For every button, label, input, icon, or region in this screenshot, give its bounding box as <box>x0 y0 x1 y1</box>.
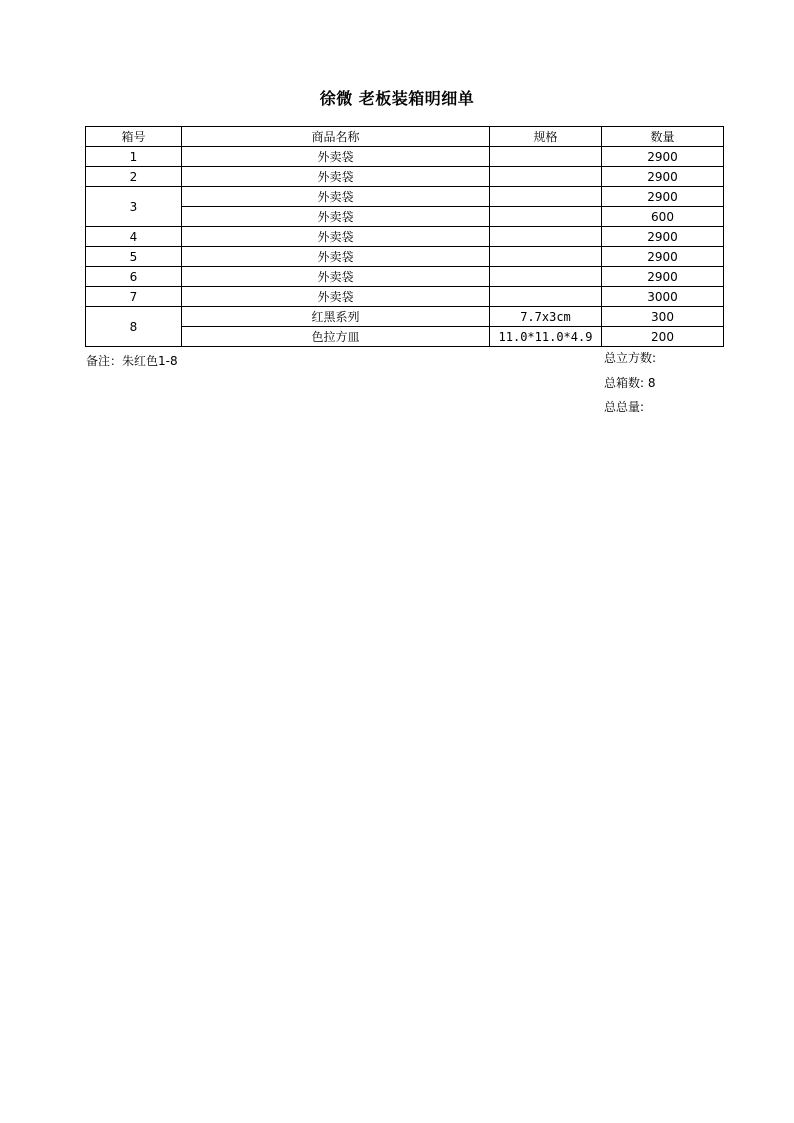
spec-cell <box>490 227 602 247</box>
spec-cell: 7.7x3cm <box>490 307 602 327</box>
quantity-cell: 2900 <box>602 147 724 167</box>
quantity-cell: 600 <box>602 207 724 227</box>
quantity-cell: 200 <box>602 327 724 347</box>
table-header-row <box>86 127 724 147</box>
box-number-cell: 8 <box>86 307 182 347</box>
box-number-cell: 1 <box>86 147 182 167</box>
spec-cell <box>490 207 602 227</box>
header-box-no: 箱号 <box>86 127 182 147</box>
spec-cell <box>490 147 602 167</box>
header-quantity: 数量 <box>602 127 724 147</box>
spec-cell <box>490 167 602 187</box>
table-row <box>86 267 724 287</box>
box-number-cell: 3 <box>86 187 182 227</box>
table-row <box>86 287 724 307</box>
table-row <box>86 327 724 347</box>
spec-cell <box>490 287 602 307</box>
table-row <box>86 227 724 247</box>
header-product-name: 商品名称 <box>182 127 490 147</box>
quantity-cell: 2900 <box>602 167 724 187</box>
box-number-cell: 5 <box>86 247 182 267</box>
product-name-cell: 外卖袋 <box>182 207 490 227</box>
table-row <box>86 207 724 227</box>
table-row <box>86 167 724 187</box>
spec-cell <box>490 247 602 267</box>
quantity-cell: 300 <box>602 307 724 327</box>
product-name-cell: 外卖袋 <box>182 247 490 267</box>
total-amount-label: 总总量: <box>604 400 645 414</box>
total-volume-label: 总立方数: <box>604 351 657 365</box>
product-name-cell: 外卖袋 <box>182 167 490 187</box>
table-row <box>86 247 724 267</box>
spec-cell <box>490 187 602 207</box>
table-row <box>86 187 724 207</box>
table-row <box>86 307 724 327</box>
product-name-cell: 红黑系列 <box>182 307 490 327</box>
quantity-cell: 2900 <box>602 247 724 267</box>
product-name-cell: 外卖袋 <box>182 147 490 167</box>
box-number-cell: 4 <box>86 227 182 247</box>
product-name-cell: 外卖袋 <box>182 187 490 207</box>
quantity-cell: 2900 <box>602 187 724 207</box>
remark-note: 备注：朱红色1-8 <box>86 354 178 368</box>
quantity-cell: 2900 <box>602 267 724 287</box>
box-number-cell: 6 <box>86 267 182 287</box>
page-title: 徐微 老板装箱明细单 <box>319 89 475 108</box>
table-row <box>86 147 724 167</box>
product-name-cell: 色拉方皿 <box>182 327 490 347</box>
spec-cell <box>490 267 602 287</box>
spec-cell: 11.0*11.0*4.9 <box>490 327 602 347</box>
quantity-cell: 3000 <box>602 287 724 307</box>
packing-list-table <box>85 126 724 347</box>
product-name-cell: 外卖袋 <box>182 227 490 247</box>
box-number-cell: 2 <box>86 167 182 187</box>
product-name-cell: 外卖袋 <box>182 267 490 287</box>
box-number-cell: 7 <box>86 287 182 307</box>
quantity-cell: 2900 <box>602 227 724 247</box>
product-name-cell: 外卖袋 <box>182 287 490 307</box>
header-spec: 规格 <box>490 127 602 147</box>
total-boxes-label: 总箱数: 8 <box>604 376 656 390</box>
